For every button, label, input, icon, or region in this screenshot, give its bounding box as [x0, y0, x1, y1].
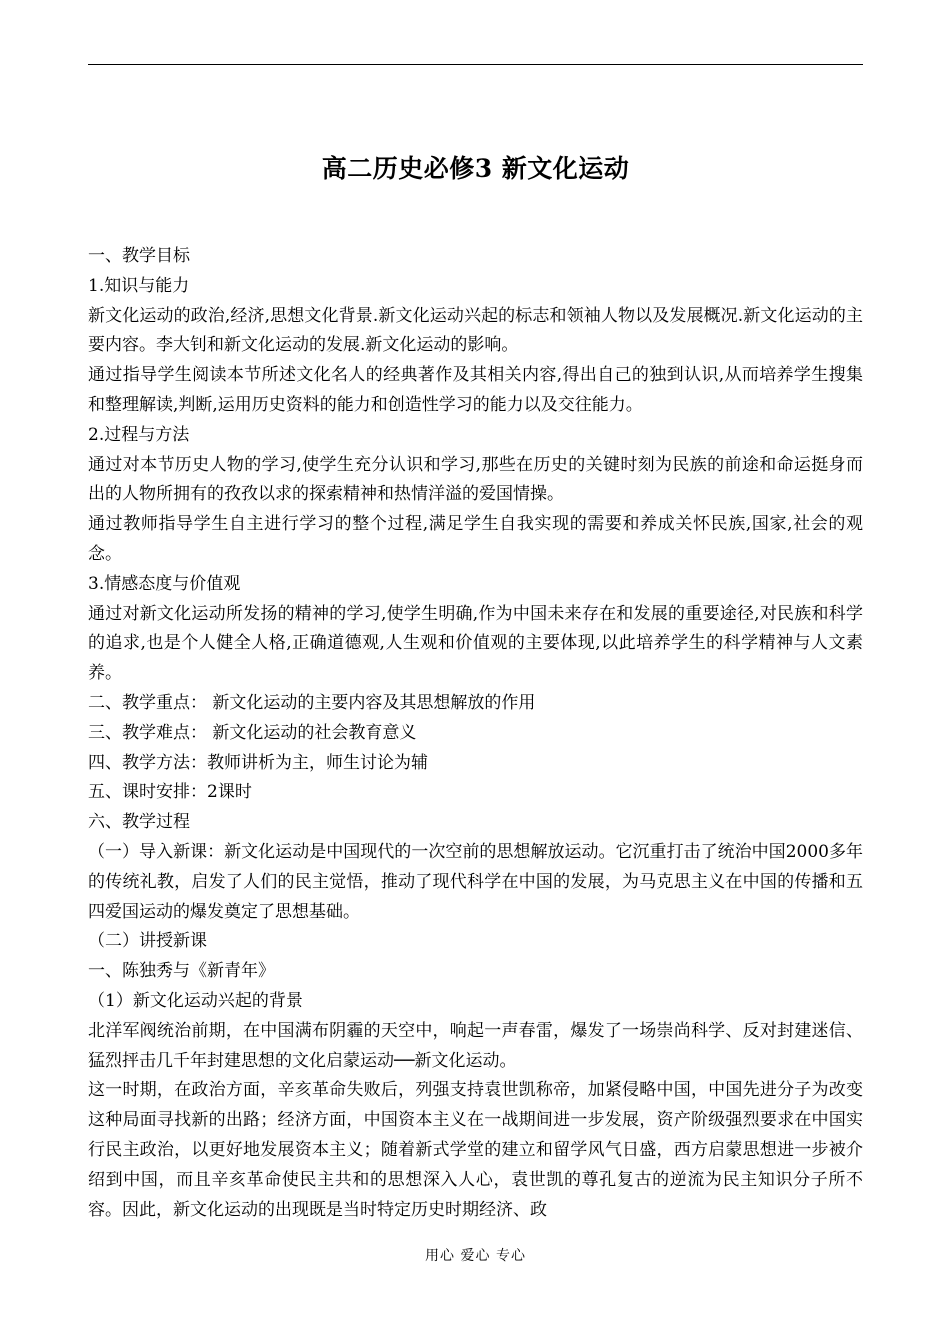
document-title: 高二历史必修3 新文化运动	[321, 153, 630, 183]
header-rule	[88, 64, 863, 65]
paragraph-process-study: 通过对本节历史人物的学习,使学生充分认识和学习,那些在历史的关键时刻为民族的前途和命运挺身而出的人物所拥有的孜孜以求的探索精神和热情洋溢的爱国情操。	[88, 454, 863, 505]
paragraph-knowledge-content: 新文化运动的政治,经济,思想文化背景.新文化运动兴起的标志和领袖人物以及发展概况.新文化运动的主要内容。李大钊和新文化运动的发展.新文化运动的影响。	[88, 305, 863, 356]
subheading-knowledge-ability: 1.知识与能力	[88, 275, 190, 296]
paragraph-emotion-values: 通过对新文化运动所发扬的精神的学习,使学生明确,作为中国未来存在和发展的重要途径,对民族和科学的追求,也是个人健全人格,正确道德观,人生观和价值观的主要体现,以此培养学生的科学精神与人文素养。	[88, 603, 863, 684]
subheading-chen-duxiu: 一、陈独秀与《新青年》	[88, 961, 275, 982]
subheading-process-method: 2.过程与方法	[88, 424, 190, 445]
heading-teaching-process: 六、教学过程	[88, 812, 190, 833]
heading-difficult-points: 三、教学难点： 新文化运动的社会教育意义	[88, 722, 417, 743]
heading-class-hours: 五、课时安排：2课时	[88, 782, 252, 803]
heading-teaching-method: 四、教学方法：教师讲析为主，师生讨论为辅	[88, 752, 428, 773]
page-footer: 用心 爱心 专心	[425, 1248, 526, 1264]
paragraph-process-guidance: 通过教师指导学生自主进行学习的整个过程,满足学生自我实现的需要和养成关怀民族,国家,社会的观念。	[88, 514, 863, 564]
subheading-emotion-values: 3.情感态度与价值观	[88, 573, 241, 594]
paragraph-background-intro: 北洋军阀统治前期，在中国满布阴霾的天空中，响起一声春雷，爆发了一场崇尚科学、反对封建迷信、猛烈抨击几千年封建思想的文化启蒙运动──新文化运动。	[88, 1020, 863, 1071]
subheading-background: （1）新文化运动兴起的背景	[88, 990, 303, 1011]
paragraph-introduction: （一）导入新课：新文化运动是中国现代的一次空前的思想解放运动。它沉重打击了统治中国2000多年的传统礼教，启发了人们的民主觉悟，推动了现代科学在中国的发展，为马克思主义在中国的传播和五四爱国运动的爆发奠定了思想基础。	[88, 841, 863, 922]
heading-key-points: 二、教学重点： 新文化运动的主要内容及其思想解放的作用	[88, 692, 536, 713]
paragraph-knowledge-skills: 通过指导学生阅读本节所述文化名人的经典著作及其相关内容,得出自己的独到认识,从而培养学生搜集和整理解读,判断,运用历史资料的能力和创造性学习的能力以及交往能力。	[88, 365, 863, 415]
document-body	[88, 242, 863, 1225]
heading-teaching-goals: 一、教学目标	[88, 246, 190, 266]
subheading-new-lesson: （二）讲授新课	[88, 931, 207, 952]
paragraph-background-detail: 这一时期，在政治方面，辛亥革命失败后，列强支持袁世凯称帝，加紧侵略中国，中国先进分子为改变这种局面寻找新的出路；经济方面，中国资本主义在一战期间进一步发展，资产阶级强烈要求在中国实行民主政治，以更好地发展资本主义；随着新式学堂的建立和留学风气日盛，西方启蒙思想进一步被介绍到中国，而且辛亥革命使民主共和的思想深入人心，袁世凯的尊孔复古的逆流为民主知识分子所不容。因此，新文化运动的出现既是当时特定历史时期经济、政	[88, 1080, 863, 1220]
